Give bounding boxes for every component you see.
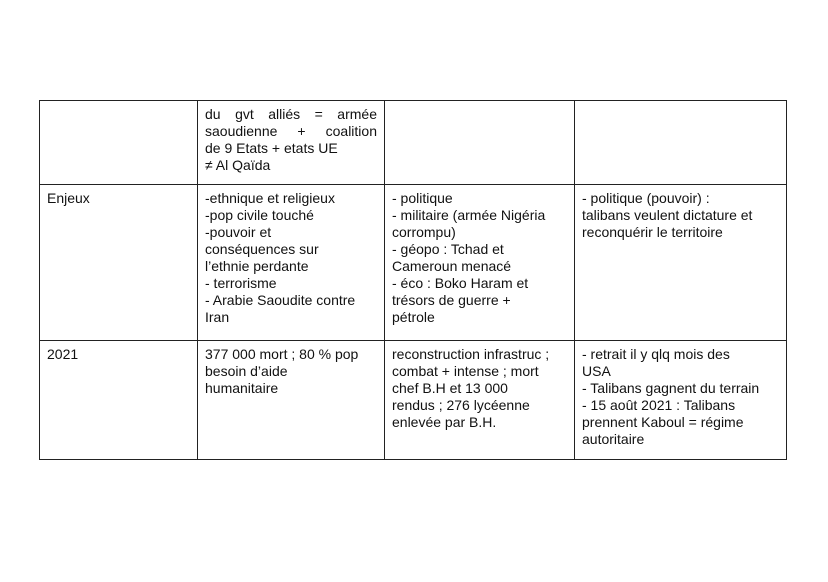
cell-col-3 bbox=[575, 185, 787, 341]
cell-line: Iran bbox=[205, 309, 230, 325]
cell-line: corrompu) bbox=[392, 224, 456, 240]
cell-line: - politique bbox=[392, 190, 453, 206]
cell-col-1 bbox=[198, 341, 385, 460]
cell-col-2 bbox=[385, 101, 575, 185]
table-row bbox=[40, 101, 787, 185]
cell-line: - militaire (armée Nigéria bbox=[392, 207, 546, 223]
cell-line: ≠ Al Qaïda bbox=[205, 157, 271, 173]
cell-line: chef B.H et 13 000 bbox=[392, 380, 508, 396]
content-table bbox=[39, 100, 787, 460]
cell-line: autoritaire bbox=[582, 431, 645, 447]
cell-line: reconquérir le territoire bbox=[582, 224, 723, 240]
cell-line: rendus ; 276 lycéenne bbox=[392, 397, 530, 413]
cell-col-2 bbox=[385, 341, 575, 460]
cell-line: combat + intense ; mort bbox=[392, 363, 539, 379]
cell-col-2 bbox=[385, 185, 575, 341]
cell-line: l’ethnie perdante bbox=[205, 258, 309, 274]
cell-line: - 15 août 2021 : Talibans bbox=[582, 397, 736, 413]
cell-line: trésors de guerre + bbox=[392, 292, 511, 308]
cell-line: - géopo : Tchad et bbox=[392, 241, 504, 257]
table-row bbox=[40, 341, 787, 460]
cell-line: - Arabie Saoudite contre bbox=[205, 292, 356, 308]
row-label-cell bbox=[40, 101, 198, 185]
cell-line: reconstruction infrastruc ; bbox=[392, 346, 550, 362]
cell-line: du gvt alliés = armée bbox=[205, 106, 377, 122]
cell-line: enlevée par B.H. bbox=[392, 414, 497, 430]
cell-line: -pouvoir et bbox=[205, 224, 272, 240]
cell-line: USA bbox=[582, 363, 611, 379]
cell-line: Cameroun menacé bbox=[392, 258, 512, 274]
cell-line: humanitaire bbox=[205, 380, 279, 396]
cell-line: - politique (pouvoir) : bbox=[582, 190, 710, 206]
table-row bbox=[40, 185, 787, 341]
cell-col-3 bbox=[575, 341, 787, 460]
cell-line: - Talibans gagnent du terrain bbox=[582, 380, 760, 396]
cell-line: talibans veulent dictature et bbox=[582, 207, 753, 223]
cell-line: besoin d’aide bbox=[205, 363, 288, 379]
cell-line: pétrole bbox=[392, 309, 435, 325]
cell-line: de 9 Etats + etats UE bbox=[205, 140, 338, 156]
cell-col-1 bbox=[198, 101, 385, 185]
cell-line: - terrorisme bbox=[205, 275, 277, 291]
cell-col-1 bbox=[198, 185, 385, 341]
cell-line: conséquences sur bbox=[205, 241, 319, 257]
row-label-cell bbox=[40, 185, 198, 341]
cell-line: -pop civile touché bbox=[205, 207, 314, 223]
cell-line: prennent Kaboul = régime bbox=[582, 414, 744, 430]
cell-col-3 bbox=[575, 101, 787, 185]
cell-line: - éco : Boko Haram et bbox=[392, 275, 529, 291]
row-label-cell bbox=[40, 341, 198, 460]
cell-line: -ethnique et religieux bbox=[205, 190, 335, 206]
row-label: 2021 bbox=[47, 346, 79, 362]
cell-line: saoudienne + coalition bbox=[205, 123, 377, 139]
row-label: Enjeux bbox=[47, 190, 90, 206]
cell-line: 377 000 mort ; 80 % pop bbox=[205, 346, 359, 362]
cell-line: - retrait il y qlq mois des bbox=[582, 346, 730, 362]
